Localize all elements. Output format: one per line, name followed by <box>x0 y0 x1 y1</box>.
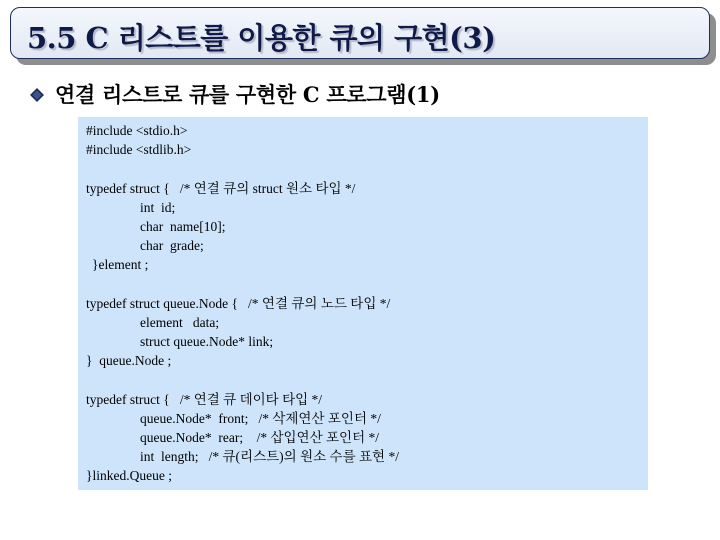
code-line: #include <stdio.h> <box>86 123 188 138</box>
slide-subtitle: 연결 리스트로 큐를 구현한 C 프로그램(1) <box>55 82 440 107</box>
code-line: queue.Node* rear; /* 삽입연산 포인터 */ <box>140 430 379 445</box>
code-line: char grade; <box>140 238 204 253</box>
code-line: int id; <box>140 200 176 215</box>
code-line: int length; /* 큐(리스트)의 원소 수를 표현 */ <box>140 449 399 464</box>
code-line: }linked.Queue ; <box>86 468 172 483</box>
diamond-bullet-icon <box>30 88 44 102</box>
slide-title: 5.5 C 리스트를 이용한 큐의 구현(3) <box>27 21 496 55</box>
code-line: } queue.Node ; <box>86 353 172 368</box>
code-line: typedef struct { /* 연결 큐의 struct 원소 타입 */ <box>86 181 356 196</box>
code-line: struct queue.Node* link; <box>140 334 274 349</box>
code-block <box>78 117 648 490</box>
code-line: queue.Node* front; /* 삭제연산 포인터 */ <box>140 411 381 426</box>
code-line: #include <stdlib.h> <box>86 142 192 157</box>
code-line: typedef struct queue.Node { /* 연결 큐의 노드 타입 */ <box>86 296 391 311</box>
code-line: char name[10]; <box>140 219 226 234</box>
code-line: typedef struct { /* 연결 큐 데이타 타입 */ <box>86 392 323 407</box>
title-banner <box>10 7 710 59</box>
code-line: }element ; <box>92 257 149 272</box>
code-line: element data; <box>140 315 220 330</box>
